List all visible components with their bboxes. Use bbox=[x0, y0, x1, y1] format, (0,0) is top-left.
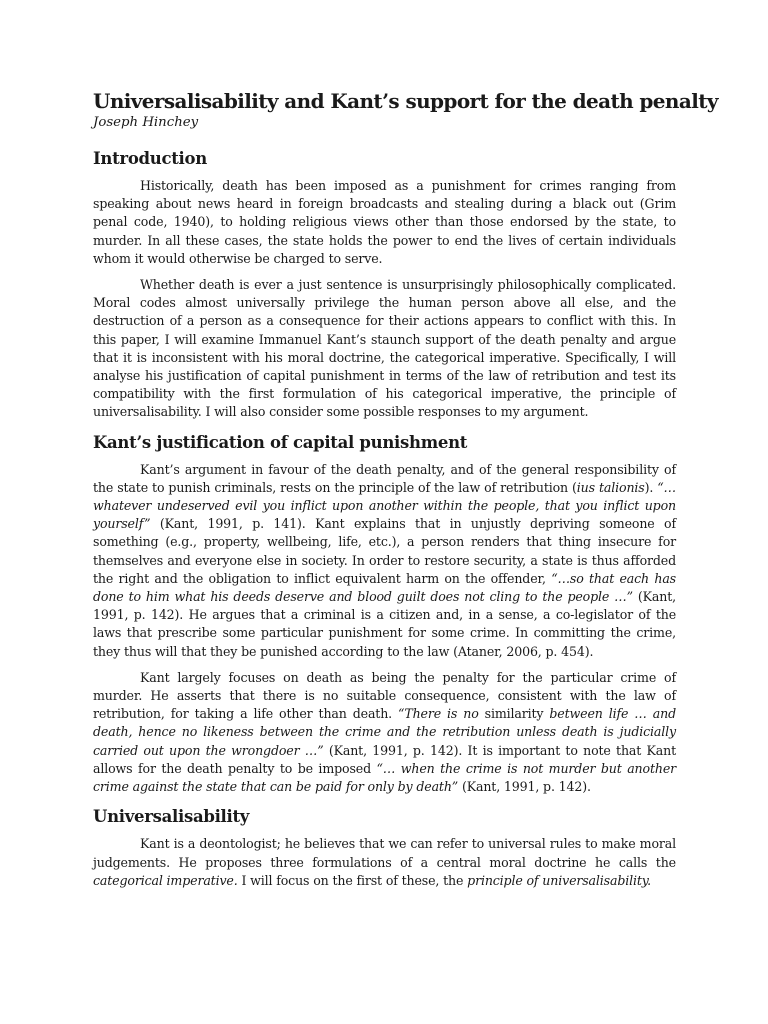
text-run: ). bbox=[644, 479, 658, 495]
latin-term: ius talionis bbox=[576, 479, 645, 495]
heading-universalisability: Universalisability bbox=[93, 807, 250, 827]
quote: “… whatever undeserved evil you inflict upon another within the people, that you inflict upon yourself” bbox=[93, 479, 676, 532]
text-run: I will focus on the first of these, the bbox=[237, 872, 468, 888]
kant-paragraph-2 bbox=[93, 669, 676, 796]
text-run: Kant is a deontologist; he believes that we can refer to universal rules to make moral judgements. He proposes three formulations of a central moral doctrine he calls the bbox=[93, 836, 676, 870]
text-run: (Kant, 1991, p. 141). Kant explains that in unjustly depriving someone of something (e.g., property, wellbeing, life, etc.), a person renders that thing insecure for themselves and everyone else in society. In order to restore security, a state is thus afforded the right and the obligation to inflict equivalent harm on the offender, bbox=[93, 516, 676, 586]
text-run: similarity bbox=[478, 706, 550, 722]
text-run: (Kant, 1991, p. 142). bbox=[458, 779, 591, 795]
text-run: (Kant, 1991, p. 142). It is important to note that Kant allows for the death penalty to be imposed bbox=[93, 742, 676, 776]
author-name: Joseph Hinchey bbox=[93, 115, 199, 130]
quote: “There is no bbox=[398, 706, 479, 722]
heading-introduction: Introduction bbox=[93, 149, 207, 168]
term: principle of universalisability. bbox=[467, 872, 651, 888]
kant-paragraph-1 bbox=[93, 461, 676, 661]
quote: “… when the crime is not murder but another crime against the state that can be paid for only by death” bbox=[93, 760, 676, 795]
heading-kant-justification: Kant’s justification of capital punishment bbox=[93, 432, 468, 452]
universal-paragraph-1 bbox=[93, 835, 676, 890]
text-run: (Kant, 1991, p. 142). He argues that a criminal is a citizen and, in a sense, a co-legislator of the laws that prescribe some particular punishment for some crime. In committing the crime, they thus will that they be punished according to the law (Ataner, 2006, p. 454). bbox=[93, 589, 676, 659]
intro-paragraph-2: Whether death is ever a just sentence is unsurprisingly philosophically complicated. Moral codes almost universally privilege the human person above all else, and the destruction of a person as a consequence for their actions appears to conflict with this. In this paper, I will examine Immanuel Kant’s staunch support of the death penalty and argue that it is inconsistent with his moral doctrine, the categorical imperative. Specifically, I will analyse his justification of capital punishment in terms of the law of retribution and test its compatibility with the first formulation of his categorical imperative, the principle of universalisability. I will also consider some possible responses to my argument. bbox=[93, 277, 676, 420]
quote: between life … and death, hence no likeness between the crime and the retribution unless death is judicially carried out upon the wrongdoer …” bbox=[93, 706, 676, 758]
quote: “…so that each has done to him what his deeds deserve and blood guilt does not cling to the people …” bbox=[93, 570, 676, 605]
document-title: Universalisability and Kant’s support for the death penalty bbox=[93, 89, 718, 113]
term: categorical imperative. bbox=[93, 872, 238, 888]
text-run: Kant’s argument in favour of the death penalty, and of the general responsibility of the state to punish criminals, rests on the principle of the law of retribution ( bbox=[93, 461, 676, 495]
text-run: Kant largely focuses on death as being the penalty for the particular crime of murder. He asserts that there is no suitable consequence, consistent with the law of retribution, for taking a life other than death. bbox=[93, 669, 676, 722]
intro-paragraph-1: Historically, death has been imposed as a punishment for crimes ranging from speaking about news heard in foreign broadcasts and stealing during a black out (Grim penal code, 1940), to holding religious views other than those endorsed by the state, to murder. In all these cases, the state holds the power to end the lives of certain individuals whom it would otherwise be charged to serve. bbox=[93, 178, 676, 266]
